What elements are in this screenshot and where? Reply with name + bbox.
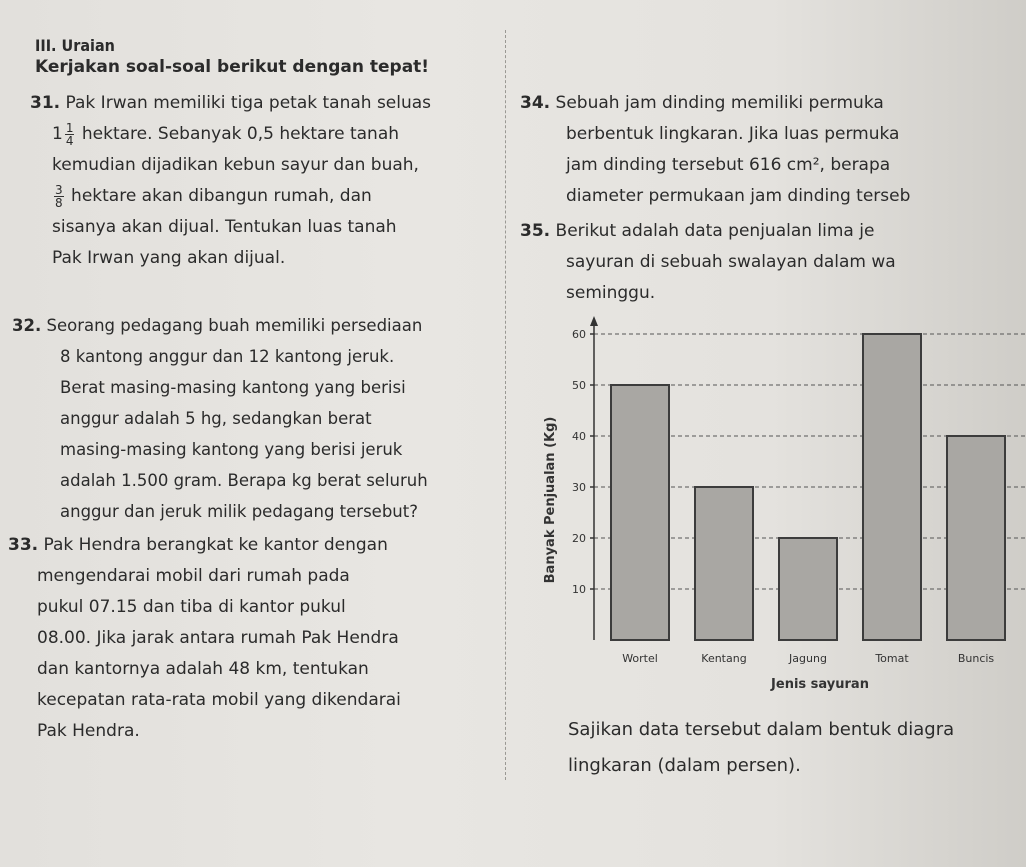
q34-number: 34. [520, 93, 551, 113]
q34-line-2: berbentuk lingkaran. Jika luas permuka [566, 124, 900, 144]
q33-number: 33. [8, 535, 39, 555]
q35-instruction [568, 712, 954, 784]
q33-line-4: 08.00. Jika jarak antara rumah Pak Hendra [37, 628, 399, 648]
question-35 [520, 216, 896, 309]
x-axis-label: Jenis sayuran [771, 677, 869, 692]
sales-bar-chart [520, 310, 1026, 690]
q31-line-2: 1 $\frac{1}{4}$ hektare. Sebanyak 0,5 hektare tanah [52, 120, 400, 148]
bar-buncis [947, 436, 1005, 640]
bar-wortel [611, 385, 669, 640]
q32-line-5: masing-masing kantong yang berisi jeruk [60, 440, 403, 459]
q32-line-2: 8 kantong anggur dan 12 kantong jeruk. [60, 347, 395, 366]
column-divider [505, 30, 506, 780]
y-axis-arrow [590, 316, 598, 326]
y-tick-label: 20 [572, 532, 586, 545]
question-32 [12, 310, 428, 527]
q31-line-5: sisanya akan dijual. Tentukan luas tanah [52, 217, 397, 237]
q32-line-6: adalah 1.500 gram. Berapa kg berat seluruh [60, 471, 428, 490]
fraction-three-eighths: $\frac{3}{8}$ [55, 182, 63, 210]
y-axis-label: Banyak Penjualan (Kg) [543, 416, 558, 584]
q34-line-4: diameter permukaan jam dinding terseb [566, 186, 911, 206]
q33-line-2: mengendarai mobil dari rumah pada [37, 566, 350, 586]
q35-line-1: 35. Berikut adalah data penjualan lima je [520, 221, 875, 241]
q35-line-3: seminggu. [566, 283, 656, 303]
q35-number: 35. [520, 221, 551, 241]
q32-line-7: anggur dan jeruk milik pedagang tersebut? [60, 502, 418, 521]
x-category-label: Buncis [957, 652, 995, 665]
q35-line-2: sayuran di sebuah swalayan dalam wa [566, 252, 896, 272]
question-34 [520, 88, 910, 212]
question-33 [8, 530, 401, 747]
section-title: III. Uraian [35, 36, 115, 55]
q35-after-line-2: lingkaran (dalam persen). [568, 755, 801, 776]
q31-number: 31. [30, 93, 61, 113]
q31-line-4: $\frac{3}{8}$ hektare akan dibangun rumah, dan [55, 182, 372, 210]
bar-tomat [863, 334, 921, 640]
q32-number: 32. [12, 316, 42, 335]
q34-line-3: jam dinding tersebut 616 cm², berapa [566, 155, 891, 175]
q33-line-3: pukul 07.15 dan tiba di kantor pukul [37, 597, 346, 617]
q33-line-6: kecepatan rata-rata mobil yang dikendarai [37, 690, 401, 710]
q33-line-5: dan kantornya adalah 48 km, tentukan [37, 659, 369, 679]
q34-line-1: 34. Sebuah jam dinding memiliki permuka [520, 93, 884, 113]
bar-jagung [779, 538, 837, 640]
x-category-label: Wortel [622, 652, 658, 665]
q32-line-1: 32. Seorang pedagang buah memiliki persediaan [12, 316, 423, 335]
bar-kentang [695, 487, 753, 640]
instruction-text: Kerjakan soal-soal berikut dengan tepat! [35, 57, 430, 77]
q31-line-3: kemudian dijadikan kebun sayur dan buah, [52, 155, 419, 175]
q31-line-1: 31. Pak Irwan memiliki tiga petak tanah seluas [30, 93, 432, 113]
x-category-label: Jagung [789, 652, 827, 665]
y-tick-label: 50 [572, 379, 586, 392]
y-tick-label: 30 [572, 481, 586, 494]
y-tick-label: 40 [572, 430, 586, 443]
q31-line-6: Pak Irwan yang akan dijual. [52, 248, 286, 268]
x-category-label: Kentang [701, 652, 747, 665]
y-tick-label: 10 [572, 583, 586, 596]
q32-line-3: Berat masing-masing kantong yang berisi [60, 378, 406, 397]
fraction-one-quarter: $\frac{1}{4}$ [65, 120, 74, 148]
bar-chart-svg [520, 310, 1026, 690]
q33-line-1: 33. Pak Hendra berangkat ke kantor dengan [8, 535, 388, 555]
q33-line-7: Pak Hendra. [37, 721, 140, 741]
question-31 [30, 88, 431, 274]
q32-line-4: anggur adalah 5 hg, sedangkan berat [60, 409, 372, 428]
x-category-label: Tomat [875, 652, 909, 665]
y-tick-label: 60 [572, 328, 586, 341]
q35-after-line-1: Sajikan data tersebut dalam bentuk diagra [568, 719, 955, 740]
